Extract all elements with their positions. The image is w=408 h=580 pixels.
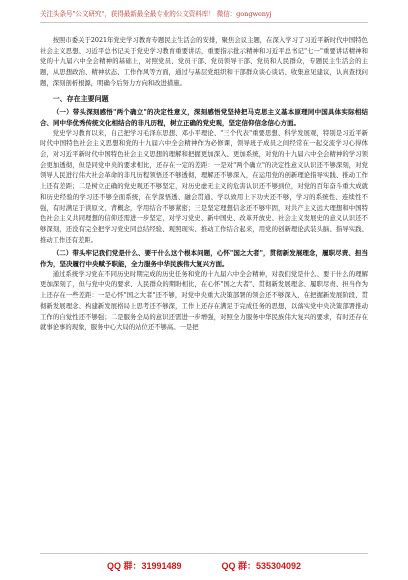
header-banner: 关注头条号"公文研究"，获得最新最全最专业的公文资料库！ 微信：gongwenyj bbox=[40, 10, 272, 18]
intro-paragraph: 按照市委关于2021年党史学习教育专题民主生活会的安排，聚焦会议主题，在深入学习了习近平新时代中国特色社会主义思想、习近平总书记关于党史学习教育重要讲话，重要指示批示精神和习近平总书记"七一"重要讲话精神和党的十九届六中全会精神的基础上，对照党员、党员干部、党员领导干部、党员和人民群众，专题民主生活会的主题，从思想政治、精神状态、工作作风等方面，通过与基层党组织和干部群众谈心谈话、收集意见建议，认真查找问题，深刻剖析根源，明确今后努力方向和改进措施。 bbox=[40, 37, 368, 87]
header-divider bbox=[40, 22, 368, 23]
footer-qq-group-2: QQ 群：535304092 bbox=[221, 561, 302, 571]
subsection-2-title: （二）带头牢记我们党是什么、要干什么这个根本问题，心怀"国之大者"，贯彻新发展理念，履职尽责、担当作为，坚决履行中央赋予职能，全力服务中华民族伟大复兴方面。 bbox=[40, 249, 368, 269]
footer-divider bbox=[40, 553, 368, 554]
subsection-2-text: 通过系统学习党在不同历史时期完成的历史任务和党的十九届六中全会精神，对我们党是什么、要干什么的理解更加深刻了，但与党中央的要求、人民群众的期盼相比，在心怀"国之大者"、贯彻新发展理念、履职尽责、担当作为上还存在一些差距：一是心怀"国之大者"还不够，对党中央重大决策部署的领会还不够深入，在把握新发展阶段、贯彻新发展理念、构建新发展格局上思考还不够深，工作上还存在满足于完成任务的思想，以落实党中央决策部署推动工作的自觉性还不够强；二是服务全局的意识还需进一步增强，对照全力服务中华民族伟大复兴的要求，有时还存在就事论事的现象，服务中心大局的站位还不够高。 bbox=[40, 270, 368, 332]
section-heading: 一、存在主要问题 bbox=[52, 93, 109, 103]
footer-qq-group-1: QQ 群：31991489 bbox=[106, 561, 182, 571]
subsection-2-body bbox=[40, 270, 368, 334]
footer bbox=[40, 558, 368, 574]
subsection-1-title: （一）带头深刻感悟"两个确立"的决定性意义，深刻感悟党坚持把马克思主义基本原理同中国具体实际相结合、同中华优秀传统文化相结合的非凡历程，树立正确的党史观，坚定信仰信念信心方面。 bbox=[40, 108, 368, 127]
subsection-2-tail: 一是把 bbox=[179, 324, 199, 332]
subsection-1-body: 党史学习教育以来，自己把学习毛泽东思想、邓小平理论、"三个代表"重要思想、科学发展观，特别是习近平新时代中国特色社会主义思想和党的十九届六中全会精神作为必修课，领导班子成员之间经常在一起交流学习心得体会，对习近平新时代中国特色社会主义思想的理解和把握更加深入、更加系统，对党的十九届六中全会精神的学习领会更加透彻，但是同党中央的要求相比，还存在一定的差距：一是对"两个确立"的决定性意义认识还不够深刻，对党领导人民进行伟大社会革命的非凡历程领悟还不够透彻，理解还不够深入，在运用党的创新理论指导实践、推动工作上还有差距；二是树立正确的党史观还不够坚定，对历史虚无主义的危害认识还不够到位，对党的百年奋斗重大成就和历史经验的学习还不够全面系统，在学深悟透、融会贯通、学以致用上下功夫还不够，学习的系统性、连续性不强，有时满足于读原文、背概念，学用结合不够紧密；三是坚定理想信念还不够牢固，对共产主义远大理想和中国特色社会主义共同理想的信仰还需进一步坚定，对学习党史、新中国史、改革开放史、社会主义发展史的意义认识还不够深刻，还没有完全把学习党史同总结经验、观照现实、推动工作结合起来，用党的创新理论武装头脑、指导实践、推动工作还有差距。 bbox=[40, 129, 368, 244]
document-body bbox=[40, 36, 368, 548]
